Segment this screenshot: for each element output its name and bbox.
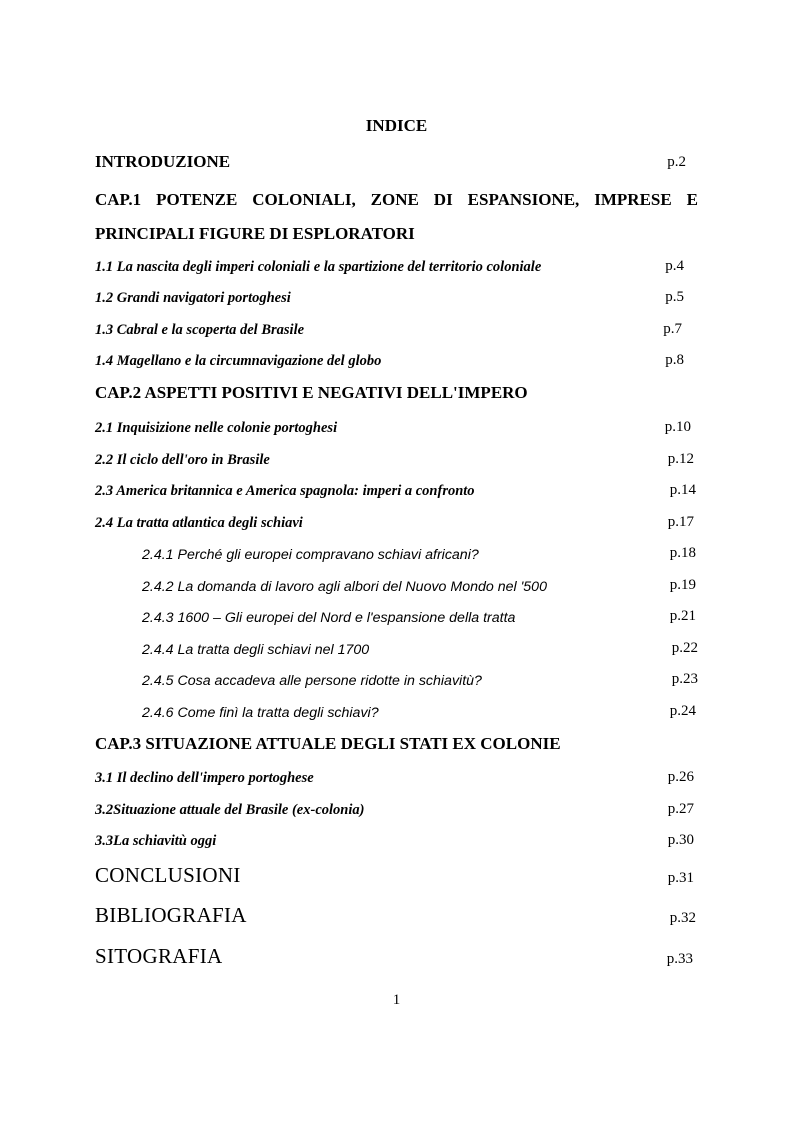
toc-entry-bibliografia[interactable] (95, 898, 696, 928)
toc-section-1-1[interactable] (95, 252, 696, 276)
toc-label: 2.4.4 La tratta degli schiavi nel 1700 (142, 642, 370, 658)
toc-label: 2.4.5 Cosa accadeva alle persone ridotte in schiavitù? (142, 673, 482, 689)
toc-page: p.32 (669, 910, 696, 926)
toc-label: 2.4 La tratta atlantica degli schiavi (95, 515, 303, 531)
toc-subsection-2-4-3[interactable] (142, 602, 696, 626)
toc-entry-introduzione[interactable] (95, 148, 696, 172)
toc-page: p.2 (667, 154, 686, 170)
toc-subsection-2-4-1[interactable] (142, 539, 696, 563)
toc-label: CAP.3 SITUAZIONE ATTUALE DEGLI STATI EX COLONIE (95, 734, 561, 753)
toc-chapter-1[interactable]: CAP.1 POTENZE COLONIALI, ZONE DI ESPANSIONE, IMPRESE E PRINCIPALI FIGURE DI ESPLORATORI (95, 190, 698, 243)
toc-page: p.23 (671, 671, 698, 687)
toc-page: p.12 (667, 451, 694, 467)
toc-label: BIBLIOGRAFIA (95, 903, 247, 927)
toc-page: p.31 (667, 870, 694, 886)
toc-label: 2.4.6 Come finì la tratta degli schiavi? (142, 705, 379, 721)
toc-entry-sitografia[interactable] (95, 939, 696, 969)
toc-section-3-2[interactable] (95, 795, 696, 819)
toc-page: p.26 (667, 769, 694, 785)
toc-section-1-4[interactable] (95, 346, 696, 370)
toc-label: 2.2 Il ciclo dell'oro in Brasile (95, 452, 270, 468)
toc-section-3-1[interactable] (95, 763, 696, 787)
toc-page: p.24 (669, 703, 696, 719)
toc-label: 2.4.1 Perché gli europei compravano schiavi africani? (142, 547, 479, 563)
toc-section-2-2[interactable] (95, 445, 696, 469)
toc-section-2-1[interactable] (95, 413, 696, 437)
page-number: 1 (392, 992, 401, 1008)
toc-label: 1.2 Grandi navigatori portoghesi (95, 290, 291, 306)
toc-page: p.10 (664, 419, 691, 435)
toc-page: p.18 (669, 545, 696, 561)
toc-label: 2.4.2 La domanda di lavoro agli albori del Nuovo Mondo nel '500 (142, 579, 547, 595)
index-title: INDICE (365, 116, 428, 135)
toc-label: SITOGRAFIA (95, 944, 223, 968)
toc-subsection-2-4-5[interactable] (142, 665, 696, 689)
toc-subsection-2-4-2[interactable] (142, 571, 696, 595)
toc-label: 2.1 Inquisizione nelle colonie portoghesi (95, 420, 338, 436)
toc-page: p.22 (671, 640, 698, 656)
toc-page: p.27 (667, 801, 694, 817)
toc-entry-conclusioni[interactable] (95, 858, 696, 888)
toc-subsection-2-4-6[interactable] (142, 697, 696, 721)
toc-page: p.17 (667, 514, 694, 530)
toc-label: 2.3 America britannica e America spagnola: imperi a confronto (95, 483, 475, 499)
toc-label: 1.3 Cabral e la scoperta del Brasile (95, 322, 305, 338)
toc-label: CONCLUSIONI (95, 863, 241, 887)
toc-section-1-3[interactable] (95, 315, 696, 339)
toc-subsection-2-4-4[interactable] (142, 634, 696, 658)
toc-label: INTRODUZIONE (95, 152, 231, 171)
toc-page: p.7 (663, 321, 682, 337)
toc-section-2-4[interactable] (95, 508, 696, 532)
toc-section-3-3[interactable] (95, 826, 696, 850)
toc-section-2-3[interactable] (95, 476, 696, 500)
toc-page: p.21 (669, 608, 696, 624)
toc-page: p.4 (665, 258, 684, 274)
toc-label: 2.4.3 1600 – Gli europei del Nord e l'espansione della tratta (142, 610, 516, 626)
toc-label: 1.1 La nascita degli imperi coloniali e la spartizione del territorio coloniale (95, 259, 542, 275)
toc-page: p.19 (669, 577, 696, 593)
toc-page: p.33 (666, 951, 693, 967)
toc-label: 3.3La schiavitù oggi (95, 833, 217, 849)
toc-page: p.14 (669, 482, 696, 498)
toc-section-1-2[interactable] (95, 283, 696, 307)
toc-label: 3.1 Il declino dell'impero portoghese (95, 770, 314, 786)
toc-page: p.5 (665, 289, 684, 305)
toc-label: CAP.2 ASPETTI POSITIVI E NEGATIVI DELL'IMPERO (95, 383, 528, 402)
toc-chapter-2[interactable] (95, 379, 696, 403)
toc-chapter-3[interactable] (95, 730, 696, 754)
toc-page: p.8 (665, 352, 684, 368)
toc-page: p.30 (667, 832, 694, 848)
toc-label: 1.4 Magellano e la circumnavigazione del globo (95, 353, 382, 369)
toc-label: 3.2Situazione attuale del Brasile (ex-colonia) (95, 802, 365, 818)
